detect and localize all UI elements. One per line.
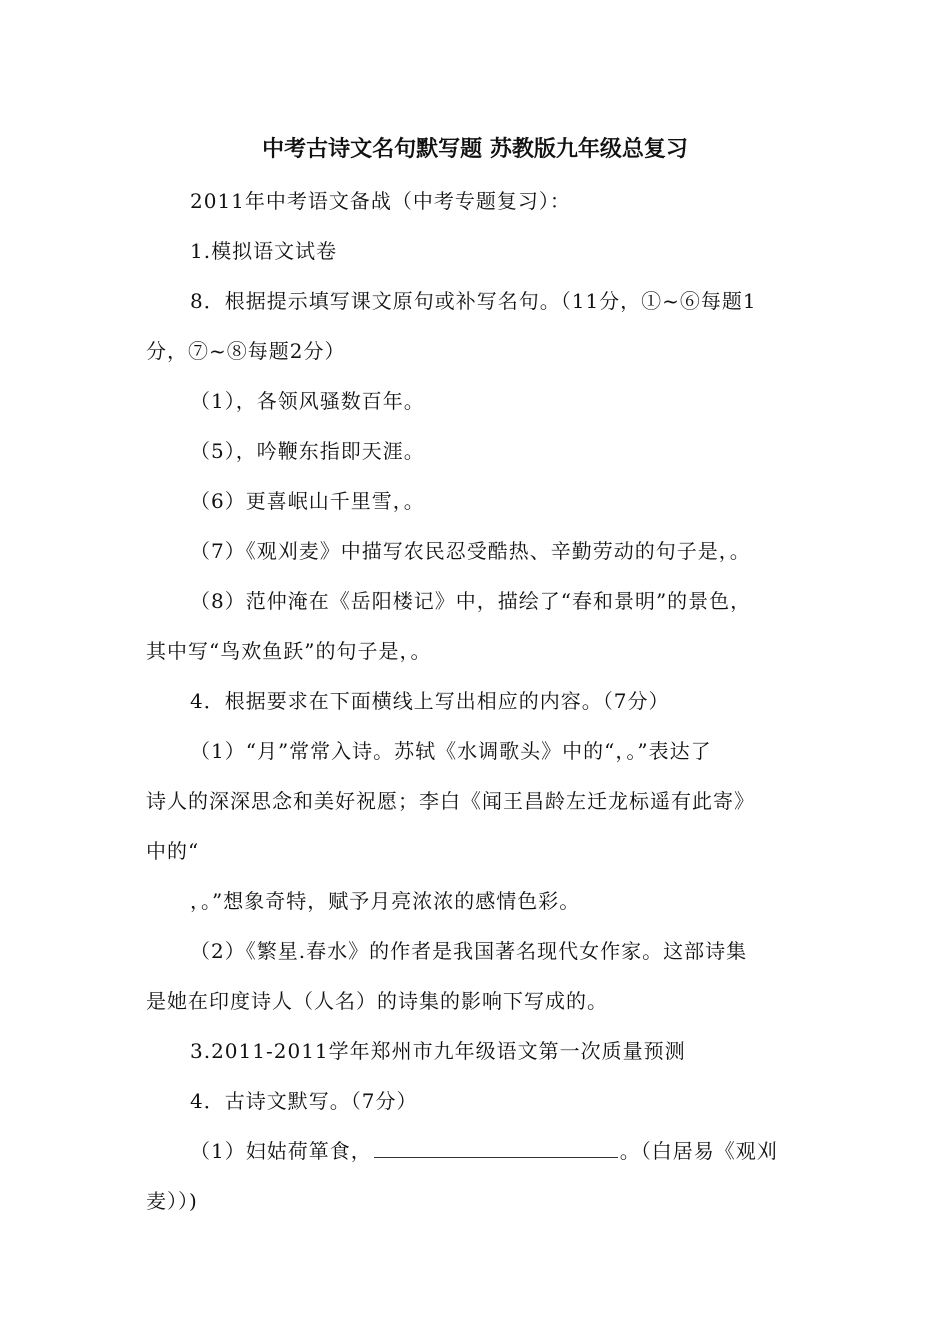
text-line: 1.模拟语文试卷 xyxy=(190,239,338,263)
text-line: 其中写“鸟欢鱼跃”的句子是，。 xyxy=(146,639,432,663)
text-line: 8．根据提示填写课文原句或补写名句。（11分，①~⑥每题1 xyxy=(190,289,757,313)
text-line: （5），吟鞭东指即天涯。 xyxy=(190,439,425,463)
text-line: （8）范仲淹在《岳阳楼记》中，描绘了“春和景明”的景色， xyxy=(190,589,752,613)
answer-blank[interactable] xyxy=(374,1137,618,1158)
text-line: 诗人的深深思念和美好祝愿；李白《闻王昌龄左迁龙标遥有此寄》 xyxy=(146,789,755,813)
text-line: （1）“月”常常入诗。苏轼《水调歌头》中的“，。”表达了 xyxy=(190,739,712,763)
text-line: 4．古诗文默写。（7分） xyxy=(190,1089,418,1113)
text-line: 2011年中考语文备战（中考专题复习）： xyxy=(190,189,571,213)
text-line: 4．根据要求在下面横线上写出相应的内容。（7分） xyxy=(190,689,670,713)
text-line: （1），各领风骚数百年。 xyxy=(190,389,425,413)
fill-in-item xyxy=(190,1136,778,1166)
fill-in-suffix: 。（白居易《观刈 xyxy=(619,1139,778,1163)
fill-in-prefix: （1）妇姑荷箪食， xyxy=(190,1139,372,1163)
text-line: （2）《繁星.春水》的作者是我国著名现代女作家。这部诗集 xyxy=(190,939,748,963)
text-line: ，。”想象奇特，赋予月亮浓浓的感情色彩。 xyxy=(190,889,581,913)
document-title: 中考古诗文名句默写题 苏教版九年级总复习 xyxy=(262,137,688,162)
text-line: （6）更喜岷山千里雪，。 xyxy=(190,489,425,513)
text-line: 是她在印度诗人（人名）的诗集的影响下写成的。 xyxy=(146,989,608,1013)
text-line: （7）《观刈麦》中描写农民忍受酷热、辛勤劳动的句子是，。 xyxy=(190,539,751,563)
text-line: 麦））) xyxy=(146,1189,198,1213)
text-line: 分，⑦~⑧每题2分） xyxy=(146,339,346,363)
text-line: 3.2011-2011学年郑州市九年级语文第一次质量预测 xyxy=(190,1039,686,1063)
text-line: 中的“ xyxy=(146,839,200,863)
